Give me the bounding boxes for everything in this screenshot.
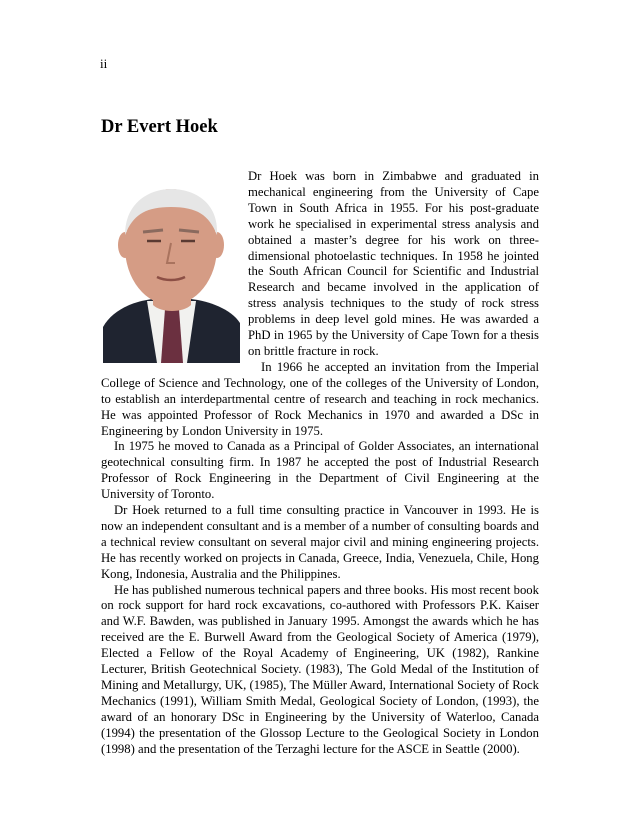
- paragraph-1: Dr Hoek was born in Zimbabwe and graduated in mechanical engineering from the University of Cape Town in South Africa in 1955. For his post-graduate work he specialised in experimental stress analysis and obtained a master’s degree for his work on three-dimensional photoelastic techniques. In 1958 he jointed the South African Council for Scientific and Industrial Research and became involved in the application of stress analysis techniques to the study of rock stress problems in deep level gold mines. He was awarded a PhD in 1965 by the University of Cape Town for a thesis on brittle fracture in rock.: [248, 169, 539, 358]
- paragraph-2: In 1966 he accepted an invitation from the Imperial College of Science and Technology, one of the colleges of the University of London, to establish an interdepartmental centre of research and teaching in rock mechanics. He was appointed Professor of Rock Mechanics in 1970 and awarded a DSc in Engineering by London University in 1975.: [101, 359, 539, 438]
- page-number: ii: [100, 56, 108, 71]
- paragraph-5: He has published numerous technical papers and three books. His most recent book on rock support for hard rock excavations, co-authored with Professors P.K. Kaiser and W.F. Bawden, was published in January 1995. Amongst the awards which he has received are the E. Burwell Award from the Geological Society of America (1979), Elected a Fellow of the Royal Academy of Engineering, UK (1982), Rankine Lecturer, British Geotechnical Society. (1983), The Gold Medal of the Institution of Mining and Metallurgy, UK, (1985), The Müller Award, International Society of Rock Mechanics (1991), William Smith Medal, Geological Society of London, (1993), the award of an honorary DSc in Engineering by the University of Waterloo, Canada (1994) the presentation of the Glossop Lecture to the Geological Society in London (1998) and the presentation of the Terzaghi lecture for the ASCE in Seattle (2000).: [101, 582, 539, 756]
- paragraph-4: Dr Hoek returned to a full time consulting practice in Vancouver in 1993. He is now an independent consultant and is a member of a number of consulting boards and a technical review consultant on several major civil and mining engineering projects. He has recently worked on projects in Canada, Greece, India, Venezuela, Chile, Hong Kong, Indonesia, Australia and the Philippines.: [101, 503, 539, 581]
- portrait-photo: [103, 177, 240, 363]
- portrait-photo-icon: [103, 177, 240, 363]
- page-title: Dr Evert Hoek: [101, 117, 218, 137]
- paragraph-3: In 1975 he moved to Canada as a Principal of Golder Associates, an international geotechnical consulting firm. In 1987 he accepted the post of Industrial Research Professor of Rock Engineering in the Department of Civil Engineering at the University of Toronto.: [101, 439, 539, 502]
- biography-text: [101, 169, 539, 758]
